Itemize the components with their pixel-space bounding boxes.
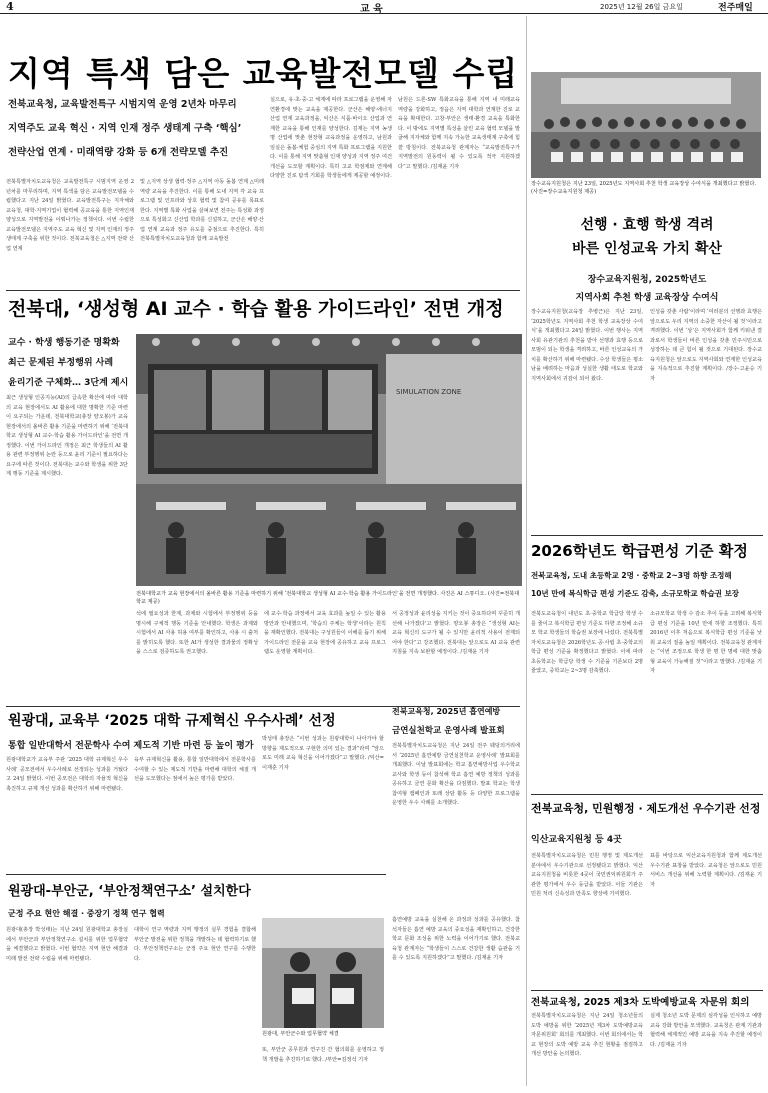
library-body-col2: 흡연예방 교육을 실천해 온 과정과 성과를 공유했다. 참석자들은 흡연 예방 교육의 중요성을 재확인하고, 건강한 학교 문화 조성을 위한 노력을 이어가기로 했다. 전북교육청 관계자는 “학생들이 스스로 건강한 생활 습관을 기를 수 있도록 지원하겠다”고 말했다. /김재윤 기자 [392,917,520,961]
section-rule [531,535,763,536]
civil-headline: 전북교육청, 민원행정 · 제도개선 우수기관 선정 [531,802,761,815]
section-name: 교 육 [360,4,383,15]
library-headline-small: 전북교육청, 2025년 흡연예방 [392,707,501,716]
ai-photo-caption [136,590,522,606]
wonkwang-headline: 원광대, 교육부 ‘2025 대학 규제혁신 우수사례’ 선정 [8,713,336,729]
article1-body-col1: 전북특별자치도교육청은 교육발전특구 시범지역 운영 2년차를 마무리하며, 지역 특색을 담은 교육발전모델을 수립했다고 지난 24일 밝혔다. 교육발전특구는 지자체와 교육청, 대학·지역기업이 협력해 공교육을 통한 지역인재 양성으로 지역발전을 이뤄나가는 정책이다. 이번 수립한 교육발전모델은 지역주도 교육 혁신 및 지역 인재의 정주 생태계 구축을 위한 것이다. 전북교육청은 △지역 전략 산업 연계 [6,179,134,252]
buan-headline: 원광대-부안군, ‘부안정책연구소’ 설치한다 [8,884,251,899]
buan-body-col2: 대학이 연구 역량과 지역 행정의 실무 경험을 결합해 부안군 발전을 위한 정책을 개발하는 데 협력하기로 했다. 부안정책연구소는 군정 주요 현안 연구를 수행한다. [134,927,256,962]
civil-body-col1: 전북특별자치도교육청은 민원 행정 및 제도개선 분야에서 우수기관으로 선정됐다고 밝혔다. 익산교육지원청을 비롯한 4곳이 국민권익위원회가 주관한 평가에서 우수 등급을 받았다. 이들 기관은 민원 처리 신속성과 만족도 향상에 기여했다. [531,853,643,897]
page-number: 4 [6,0,14,13]
column-divider [526,16,527,1086]
ai-body-col1: 석에 필요성과 한계, 과제와 시험에서 부정행위 등을 명시해 구체적 행동 기준을 안내했다. 학생은 과제와 시험에서 AI 사용 허용 여부를 확인하고, 사용 시 출처를 밝히도록 했다. 또한 AI가 생성한 결과물의 정확성을 스스로 검증하도록 권고했다. [136,611,258,655]
ai-subhead-1: 교수 · 학생 행동기준 명확화 [8,338,120,348]
ai-photo-caption-text: 전북대학교가 교육 현장에서의 올바른 활용 기준을 마련하기 위해 ‘전북대학교 생성형 AI 교수·학습 활용 가이드라인’을 전면 개정했다. 사진은 AI 스튜디오. [136,591,487,597]
buan-body-col3: 또, 부안군 공무원과 연구진 간 협의회를 운영하고 정책 개발을 추진하기로 했다. /부안=김정석 기자 [262,1047,384,1063]
article1-body-col3: 실으로, 유·초·중·고 체계에 따라 프로그램을 운영해 자연환경에 맞는 교육을 제공한다. 군산은 해양·에너지 산업 연계 교육과정을, 익산은 식품·바이오 산업과 연계한 교육을 통해 인재를 양성한다. 김제는 지역 농생명 산업에 맞춘 현장형 교육과정을 운영하고, 남원과 임실은 돌봄·체험 중심의 지역 특화 프로그램을 지원한다. 이를 통해 지역 맞춤형 인재 양성과 지역 정주 여건 개선을 도모할 계획이다. 특히 고교 학점제와 연계해 다양한 진로 탐색 기회를 학생들에게 제공할 예정이다. [270,97,392,179]
schedule-subhead-1: 전북교육청, 도내 초등학교 2명 · 중학교 2~3명 하향 조정해 [531,571,732,580]
section-rule [6,290,520,291]
ai-body-col3: 서 공정성과 윤리성을 지키는 것이 중요하다며 꾸준히 개선해 나가겠다’고 밝혔다. 양오봉 총장은 “생성형 AI는 교육 혁신의 도구가 될 수 있지만 윤리적 사용이 전제되어야 한다”고 강조했다. 전북대는 앞으로도 AI 교육 관련 지침을 지속 보완할 예정이다. /김재윤 기자 [392,611,520,655]
ai-photo-credit: (사진=전북대학교 제공) [136,591,520,605]
gamble-headline: 전북교육청, 2025 제3차 도박예방교육 자문위 회의 [531,997,750,1008]
buan-photo-caption: 원광대, 부안군수와 업무협약 체결 [262,1031,339,1037]
buan-agreement-photo [262,918,384,1028]
section-rule [531,990,763,991]
civil-subhead: 익산교육지원청 등 4곳 [531,835,622,845]
article1-body-col4: 남원은 드론·SW 특화교육을 통해 지역 내 미래교육 역량을 강화하고, 정읍은 지역 대학과 연계한 진로 교육을 확대한다. 고창·부안은 생태·환경 교육을 특화한다. 이 밖에도 지역별 특성을 살린 교육 협력 모델을 발굴해 지자체와 함께 지속 가능한 교육생태계 구축에 힘쓸 방침이다. 전북교육청 관계자는 “교육발전특구가 지역발전의 원동력이 될 수 있도록 적극 지원하겠다”고 말했다. /김재윤 기자 [398,97,520,170]
ai-headline: 전북대, ‘생성형 AI 교수 · 학습 활용 가이드라인’ 전면 개정 [8,298,504,320]
ai-subhead-3: 윤리기준 구체화… 3단계 제시 [8,378,129,388]
paper-logo: 전주매일 [718,3,753,13]
jangsu-subhead-1: 장수교육지원청, 2025학년도 [587,275,707,285]
jangsu-subhead-2: 지역사회 추천 학생 교육장상 수여식 [575,293,719,303]
jangsu-headline-1: 선행 · 효행 학생 격려 [580,217,714,233]
buan-body-col1: 원광대(총장 박성태)는 지난 24일 원광대학교 총장실에서 부안군과 부안정책연구소 설치를 위한 업무협약을 체결했다고 밝혔다. 이번 협약은 지역 현안 해결과 미래 발전 전략 수립을 위해 마련됐다. [6,927,128,962]
ai-studio-photo [136,334,522,586]
award-photo-caption-text: 장수교육지원청은 지난 23일, 2025년도 지역사회 추천 학생 교육장상 수여식을 개최했다고 밝혔다. [531,181,757,187]
civil-body-col2: 표를 바탕으로 익산교육지원청과 함께 제도개선 우수기관 표창을 받았다. 교육청은 앞으로도 민원 서비스 개선을 위해 노력할 계획이다. /김재윤 기자 [650,853,762,888]
wonkwang-body-col3: 박성태 총장은 “이번 성과는 원광대학이 나아가야 할 방향을 제도적으로 구현한 의미 있는 결과”라며 “앞으로도 미래 교육 혁신을 이어가겠다”고 말했다. /익산=이재훈 기자 [262,736,384,771]
issue-date: 2025년 12월 26일 금요일 [600,3,683,11]
buan-subhead: 군정 주요 현안 해결 · 중장기 정책 연구 협력 [8,909,165,918]
schedule-body-col2: 소규모학교 학생 수 감소 추이 등을 고려해 복식학급 편성 기준을 10년 만에 하향 조정했다. 특히 2016년 이후 처음으로 복식학급 편성 기준을 낮춰 교육의 질을 높일 계획이다. 전북교육청 관계자는 “이번 조정으로 학생 한 명 한 명에 대한 맞춤형 교육이 가능해질 것”이라고 말했다. /김재윤 기자 [650,611,762,674]
ai-body-col2: 에 교수·학습 과정에서 교육 효과를 높일 수 있는 활용 방안과 안내했으며, ‘학습의 주체는 학생’이라는 원칙을 재확인했다. 전북대는 구성원들이 이해를 돕기 위해 가이드라인 전문을 교육 현장에 공유하고 교육 프로그램도 운영할 계획이다. [264,611,386,655]
award-photo-caption [531,180,763,196]
article1-body-col2: 및 △지역 상생 협력·정주 △지역 아동 돌봄 연계 △미래 역량 교육을 추진한다. 이를 통해 도내 지역 각 교육 프로그램 및 인프라와 상호 협력 및 참여 공유를 목표로 한다. 지역별 특화 사업을 살펴보면 전주는 특성화 과정으로 특성화고 신산업 학과를 신설하고, 군산은 해양·산업 연계 교육과 정주 유도를 중점으로 추진한다. 특히 전북특별자치도교육청과 함께 교육발전 [140,179,264,242]
gamble-body-col1: 전북특별자치도교육청은 지난 24일 청소년들의 도박 예방을 위한 ‘2025년 제3차 도박예방교육 자문위원회’ 회의를 개최했다. 이번 회의에서는 학교 현장의 도박 예방 교육 추진 현황을 점검하고 개선 방안을 논의했다. [531,1013,643,1057]
library-headline: 금연실천학교 운영사례 발표회 [392,726,505,736]
wonkwang-body-col2: 육부 규제혁신을 활용, 통합 일반대학에서 전문학사를 수여할 수 있는 제도적 기반을 마련해 대학의 체질 개선을 도모했다는 점에서 높은 평가를 받았다. [134,757,256,782]
schedule-subhead-2: 10년 만에 복식학급 편성 기준도 감축, 소규모학교 학습권 보장 [531,589,740,598]
library-body-col1: 전북특별자치도교육청은 지난 24일 전주 웨딩의거리에서 ‘2025년 흡연예방 금연실천학교 운영사례’ 발표회를 개최했다. 이날 발표회에는 학교 흡연예방사업 우수학교 교사와 학생 등이 참석해 학교 흡연 예방 정책의 성과를 공유하고 금연 문화 확산을 다짐했다. 발표 학교는 학생 참여형 캠페인과 또래 상담 활동 등 다양한 프로그램을 운영한 우수 사례를 소개했다. [392,743,520,806]
jangsu-headline-2: 바른 인성교육 가치 확산 [572,241,722,257]
award-group-photo [531,72,761,178]
page-header [0,0,768,14]
article1-headline: 지역 특색 담은 교육발전모델 수립 [8,54,519,93]
ai-subhead-2: 최근 문제된 부정행위 사례 [8,358,114,368]
jangsu-body-col2: 인성을 갖춘 사람’이라며 ‘여러분의 선행과 효행은 앞으로도 우리 지역의 소중한 자산이 될 것’이라고 격려했다. 이번 ‘상’은 지역사회가 함께 키워낸 결과로서 학생들이 바른 인성을 갖춘 민주시민으로 성장하는 데 큰 힘이 될 것으로 기대된다. 장수교육지원청은 앞으로도 지역사회와 연계한 인성교육을 지속적으로 추진할 계획이다. /장수·고윤승 기자 [650,309,762,382]
wonkwang-body-col1: 원광대학교가 교육부 주관 ‘2025 대학 규제혁신 우수사례’ 공모전에서 우수사례로 선정되는 성과를 거뒀다고 24일 밝혔다. 이번 공모전은 대학의 자율적 혁신을 촉진하고 규제 개선 성과를 확산하기 위해 마련됐다. [6,757,128,792]
wonkwang-subhead: 통합 일반대학서 전문학사 수여 제도적 기반 마련 등 높이 평가 [8,741,254,751]
section-rule [531,794,763,795]
article1-subhead-1: 전북교육청, 교육발전특구 시범지역 운영 2년차 마무리 [8,99,237,110]
jangsu-body-col1: 장수교육지원청(교육장 추병근)은 지난 23일, ‘2025학년도 지역사회 추천 학생 교육장상 수여식’을 개최했다고 24일 밝혔다. 이번 행사는 지역사회 유관기관의 추천을 받아 선행과 효행 등으로 모범이 되는 학생을 격려하고, 바른 인성교육의 가치를 확산하기 위해 마련됐다. 수상 학생들은 평소 남을 배려하는 마음과 성실한 생활 태도로 학교와 지역사회에서 귀감이 되어 왔다. [531,309,643,382]
article1-subhead-3: 전략산업 연계 · 미래역량 강화 등 6개 전략모델 추진 [8,147,229,158]
gamble-body-col2: 실제 청소년 도박 문제의 심각성을 인식하고 예방 교육 강화 방안을 모색했다. 교육청은 관계 기관과 협력해 체계적인 예방 교육을 지속 추진할 예정이다. /김재윤 기자 [650,1013,762,1048]
ai-photo-sign: SIMULATION ZONE [396,388,462,396]
article1-subhead-2: 지역주도 교육 혁신 · 지역 인재 정주 생태계 구축 ‘핵심’ [8,123,242,134]
schedule-body-col1: 전북도교육청이 내년도 초·중학교 학급당 학생 수를 줄이고 복식학급 편성 기준도 하향 조정해 소규모 학교 학생들의 학습권 보장에 나섰다. 전북특별자치도교육청은 2026학년도 공·사립 초·중학교의 학급 편성 기준을 확정했다고 밝혔다. 이에 따라 초등학교는 학급당 학생 수 기준을 기존보다 2명 줄였고, 중학교는 2~3명 감축했다. [531,611,643,674]
ai-body-side: 최근 생성형 인공지능(AI)의 급속한 확산에 따라 대학의 교육 현장에서도 AI 활용에 대한 명확한 기준 마련이 요구되는 가운데, 전북대학교(총장 양오봉)가 교육 현장에서의 올바른 활용 기준을 마련하기 위해 ‘전북대학교 생성형 AI 교수·학습 활용 가이드라인’을 전면 개정했다. 이번 가이드라인 개정은 최근 학생들의 AI 활용 관련 부정행위 논란 등으로 윤리 기준이 필요하다는 요구에 따른 것이다. 전북대는 교수와 학생을 위한 3단계 행동 기준을 제시했다. [6,395,128,477]
section-rule [6,874,386,875]
schedule-headline: 2026학년도 학급편성 기준 확정 [531,542,748,560]
award-photo-credit: (사진=장수교육지원청 제공) [531,189,597,195]
